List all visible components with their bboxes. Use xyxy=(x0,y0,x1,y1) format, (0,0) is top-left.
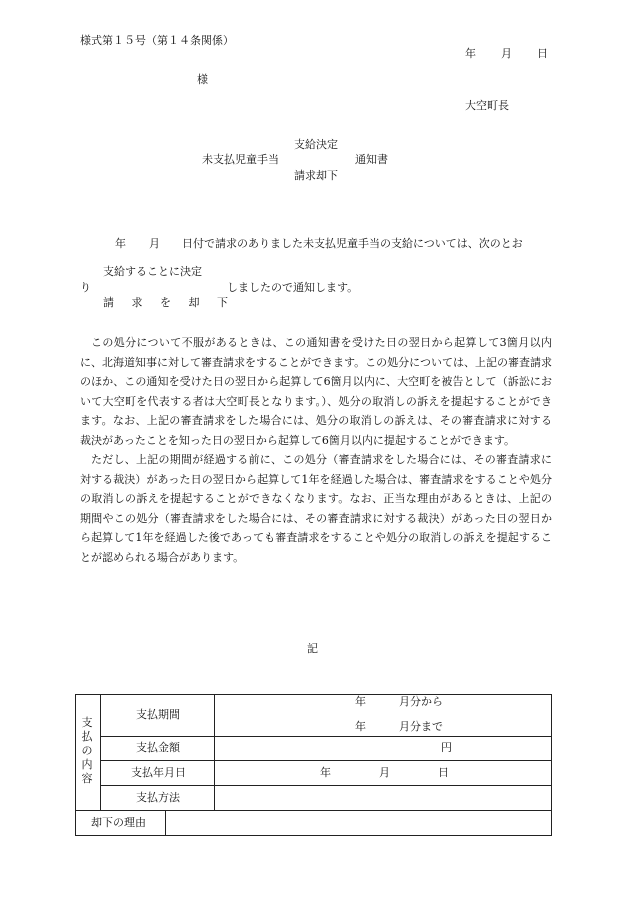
payment-contents-char: 内 xyxy=(81,758,93,771)
table-rule xyxy=(100,694,101,811)
intro-suffix: しましたので通知します。 xyxy=(227,281,359,294)
method-label: 支払方法 xyxy=(136,791,180,804)
payment-date-year: 年 xyxy=(320,766,331,779)
table-rule xyxy=(100,785,552,786)
amount-unit: 円 xyxy=(441,741,452,754)
intro-ri: り xyxy=(80,281,91,294)
intro-text: 日付で請求のありました未支払児童手当の支給については、次のとお xyxy=(182,237,523,250)
title-option-reject: 請求却下 xyxy=(294,169,338,182)
addressee-suffix: 様 xyxy=(197,73,208,86)
payment-contents-char: 払 xyxy=(81,730,93,743)
table-rule xyxy=(75,810,552,811)
payment-date-day: 日 xyxy=(438,766,449,779)
reject-reason-label: 却下の理由 xyxy=(91,816,146,829)
table-rule xyxy=(214,694,215,811)
issuer-name: 大空町長 xyxy=(465,99,509,112)
table-rule xyxy=(100,736,552,737)
date-month-label: 月 xyxy=(501,47,512,60)
payment-contents-char: 支 xyxy=(81,716,93,729)
title-option-pay: 支給決定 xyxy=(294,138,338,151)
payment-contents-char: の xyxy=(81,744,93,757)
appeal-notice xyxy=(80,333,552,567)
intro-option-pay: 支給することに決定 xyxy=(103,265,202,278)
period-from-year: 年 xyxy=(355,695,366,708)
intro-month: 月 xyxy=(149,237,160,250)
payment-contents-label xyxy=(77,716,97,786)
amount-label: 支払金額 xyxy=(136,741,180,754)
payment-date-month: 月 xyxy=(379,766,390,779)
ki-heading: 記 xyxy=(307,642,318,655)
date-year-label: 年 xyxy=(465,47,476,60)
form-number: 様式第１５号（第１４条関係） xyxy=(80,34,234,47)
intro-option-reject: 請 求 を 却 下 xyxy=(103,296,235,309)
appeal-paragraph-2: ただし、上記の期間が経過する前に、この処分（審査請求をした場合には、その審査請求に対する裁決）があった日の翌日から起算して1年を経過した場合は、審査請求をすることや処分の取消しの訴えを提起することができなくなります。なお、正当な理由があるときは、上記の期間やこの処分（審査請求をした場合には、その審査請求に対する裁決）があった日の翌日から起算して1年を経過した後であっても審査請求をすることや処分の取消しの訴えを提起することが認められる場合があります。 xyxy=(80,453,552,564)
payment-date-label: 支払年月日 xyxy=(131,766,186,779)
period-to-text: 月分まで xyxy=(399,720,443,733)
period-to-year: 年 xyxy=(355,720,366,733)
payment-contents-char: 容 xyxy=(81,772,93,785)
intro-year: 年 xyxy=(115,237,126,250)
appeal-paragraph-1: この処分について不服があるときは、この通知書を受けた日の翌日から起算して3箇月以内に、北海道知事に対して審査請求をすることができます。この処分については、上記の審査請求のほか、この通知を受けた日の翌日から起算して6箇月以内に、大空町を被告として（訴訟において大空町を代表する者は大空町長となります。）、処分の取消しの訴えを提起することができます。なお、上記の審査請求をした場合には、処分の取消しの訴えは、その審査請求に対する裁決があったことを知った日の翌日から起算して6箇月以内に提起することができます。 xyxy=(80,336,552,447)
title-suffix: 通知書 xyxy=(355,153,388,166)
table-rule xyxy=(100,760,552,761)
title-main: 未支払児童手当 xyxy=(202,153,279,166)
period-label: 支払期間 xyxy=(136,708,180,721)
period-from-text: 月分から xyxy=(399,695,443,708)
table-rule xyxy=(165,810,166,836)
date-day-label: 日 xyxy=(537,47,548,60)
